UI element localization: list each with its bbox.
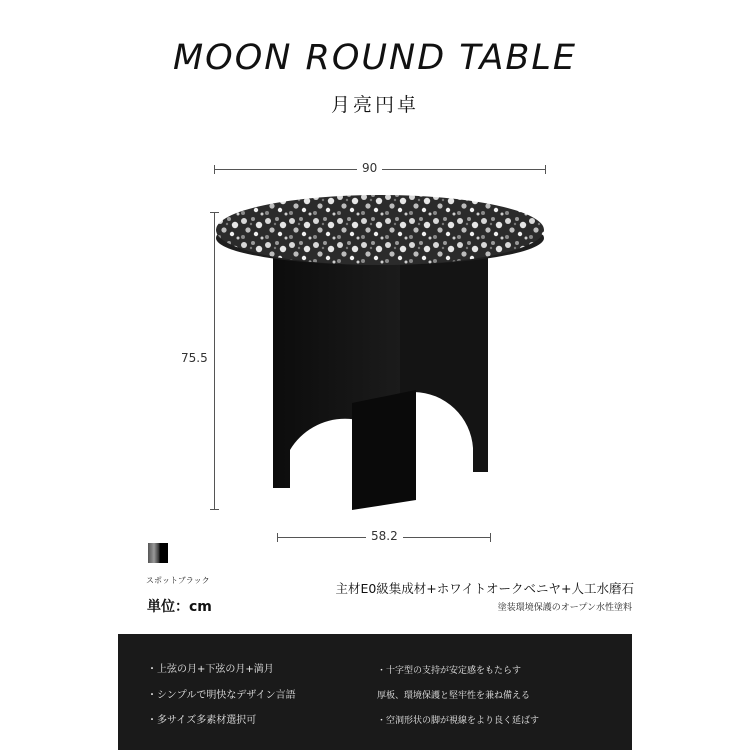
page-subtitle: 月亮円卓 [330,94,419,116]
width-dimension-label: 90 [357,161,382,175]
base-dimension-label: 58.2 [366,529,403,543]
feature-right-item: 厚板、環境保護と堅牢性を兼ね備える [377,691,531,701]
unit-label: 単位：cm [147,599,212,615]
feature-right-item: ・空洞形状の脚が視線をより良く延ばす [377,716,540,726]
feature-left-item: ・シンプルで明快なデザイン言語 [147,690,296,701]
coating-spec: 塗装環境保護のオープン水性塗料 [497,603,632,613]
color-swatch[interactable] [148,543,168,563]
material-spec: 主材E0級集成材+ホワイトオークベニヤ+人工水磨石 [335,581,634,596]
color-option-label: スポットブラック [146,576,210,585]
feature-right-item: ・十字型の支持が安定感をもたらす [377,666,522,676]
page-title: MOON ROUND TABLE [172,38,578,78]
feature-left-item: ・上弦の月+下弦の月+満月 [147,664,274,675]
feature-left-item: ・多サイズ多素材選択可 [147,715,257,726]
height-dimension-label: 75.5 [176,351,213,365]
